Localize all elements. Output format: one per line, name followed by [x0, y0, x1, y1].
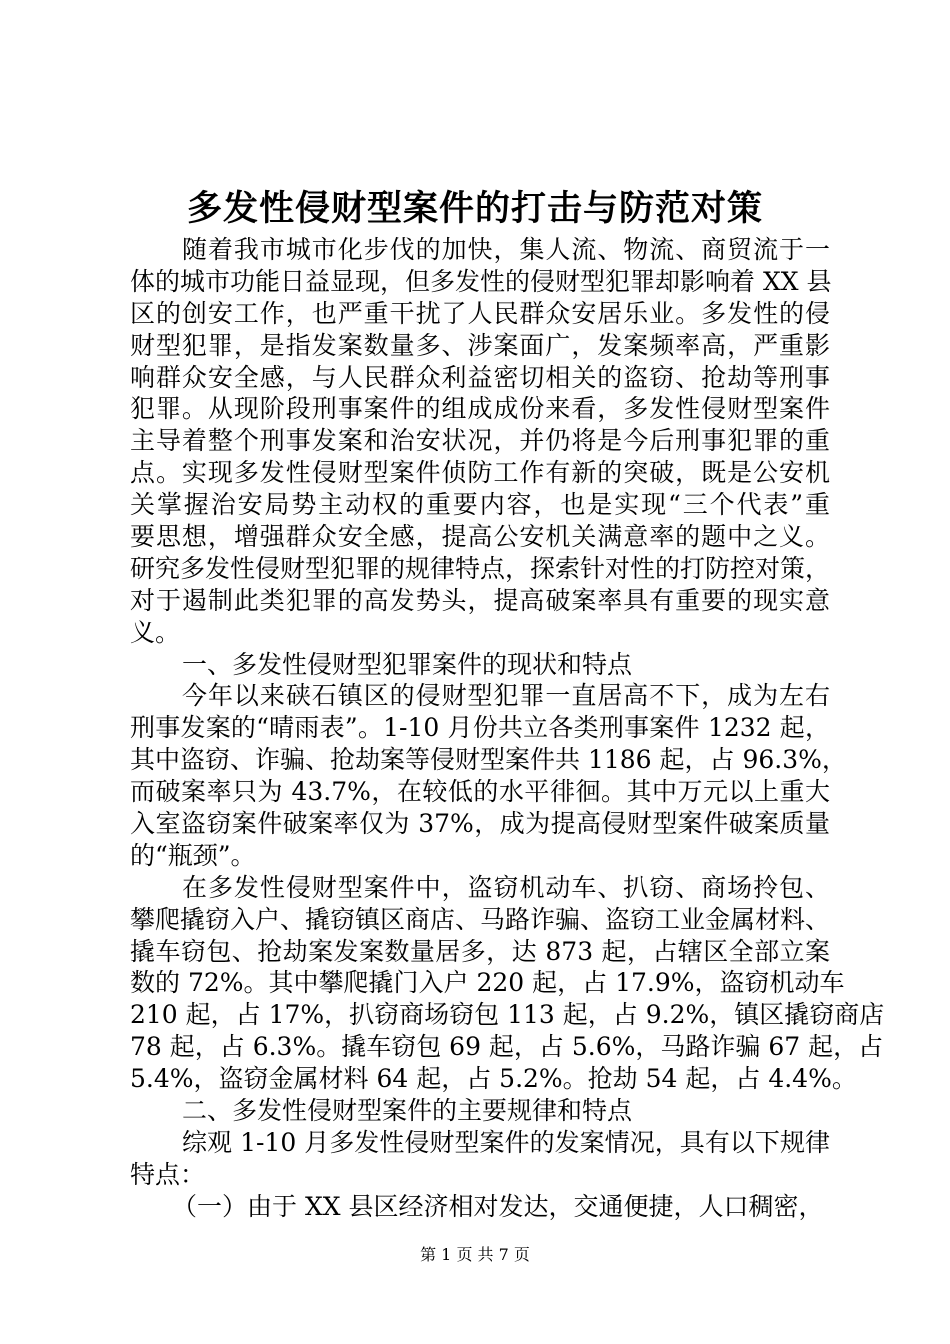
text-line: 撬车窃包、抢劫案发案数量居多，达 873 起，占辖区全部立案 [130, 936, 830, 966]
text-line: 响群众安全感，与人民群众利益密切相关的盗窃、抢劫等刑事 [130, 362, 830, 392]
text-line: 一、多发性侵财型犯罪案件的现状和特点 [182, 649, 633, 679]
document-body [130, 234, 885, 1223]
text-line: 特点： [130, 1159, 206, 1189]
text-line: 5.4%，盗窃金属材料 64 起，占 5.2%。抢劫 54 起，占 4.4%。 [130, 1064, 857, 1094]
text-line: 点。实现多发性侵财型案件侦防工作有新的突破，既是公安机 [130, 458, 830, 488]
text-line: 关掌握治安局势主动权的重要内容，也是实现“三个代表”重 [130, 490, 830, 520]
page-number-footer: 第 1 页 共 7 页 [420, 1245, 530, 1264]
text-line: 区的创安工作，也严重干扰了人民群众安居乐业。多发性的侵 [130, 298, 830, 328]
text-line: 随着我市城市化步伐的加快，集人流、物流、商贸流于一 [182, 235, 830, 264]
text-line: 犯罪。从现阶段刑事案件的组成成份来看，多发性侵财型案件 [130, 394, 830, 424]
text-line: 义。 [130, 617, 181, 647]
text-line: 二、多发性侵财型案件的主要规律和特点 [182, 1096, 633, 1126]
text-line: 攀爬撬窃入户、撬窃镇区商店、马路诈骗、盗窃工业金属材料、 [130, 904, 831, 934]
text-line: 在多发性侵财型案件中，盗窃机动车、扒窃、商场拎包、 [182, 872, 830, 902]
document-title: 多发性侵财型案件的打击与防范对策 [186, 188, 763, 229]
text-line: 210 起，占 17%，扒窃商场窃包 113 起，占 9.2%，镇区撬窃商店 [130, 1000, 885, 1030]
text-line: 体的城市功能日益显现，但多发性的侵财型犯罪却影响着 XX 县 [130, 266, 832, 296]
text-line: 刑事发案的“晴雨表”。1-10 月份共立各类刑事案件 1232 起， [130, 713, 830, 743]
text-line: 财型犯罪，是指发案数量多、涉案面广，发案频率高，严重影 [130, 330, 830, 360]
text-line: 数的 72%。其中攀爬撬门入户 220 起，占 17.9%，盗窃机动车 [130, 968, 845, 998]
text-line: 今年以来硖石镇区的侵财型犯罪一直居高不下，成为左右 [182, 681, 830, 711]
text-line: 入室盗窃案件破案率仅为 37%，成为提高侵财型案件破案质量 [130, 809, 830, 839]
text-line: 要思想，增强群众安全感，提高公安机关满意率的题中之义。 [130, 522, 830, 552]
text-line: 综观 1-10 月多发性侵财型案件的发案情况，具有以下规律 [182, 1127, 830, 1157]
text-line: （一）由于 XX 县区经济相对发达，交通便捷，人口稠密， [172, 1191, 824, 1221]
text-line: 78 起，占 6.3%。撬车窃包 69 起，占 5.6%，马路诈骗 67 起，占 [130, 1032, 884, 1062]
text-line: 的“瓶颈”。 [130, 840, 256, 870]
text-line: 对于遏制此类犯罪的高发势头，提高破案率具有重要的现实意 [130, 585, 830, 615]
text-line: 而破案率只为 43.7%，在较低的水平徘徊。其中万元以上重大 [130, 777, 830, 807]
text-line: 主导着整个刑事发案和治安状况，并仍将是今后刑事犯罪的重 [130, 426, 830, 456]
text-line: 研究多发性侵财型犯罪的规律特点，探索针对性的打防控对策， [130, 553, 831, 583]
text-line: 其中盗窃、诈骗、抢劫案等侵财型案件共 1186 起，占 96.3%， [130, 745, 847, 775]
